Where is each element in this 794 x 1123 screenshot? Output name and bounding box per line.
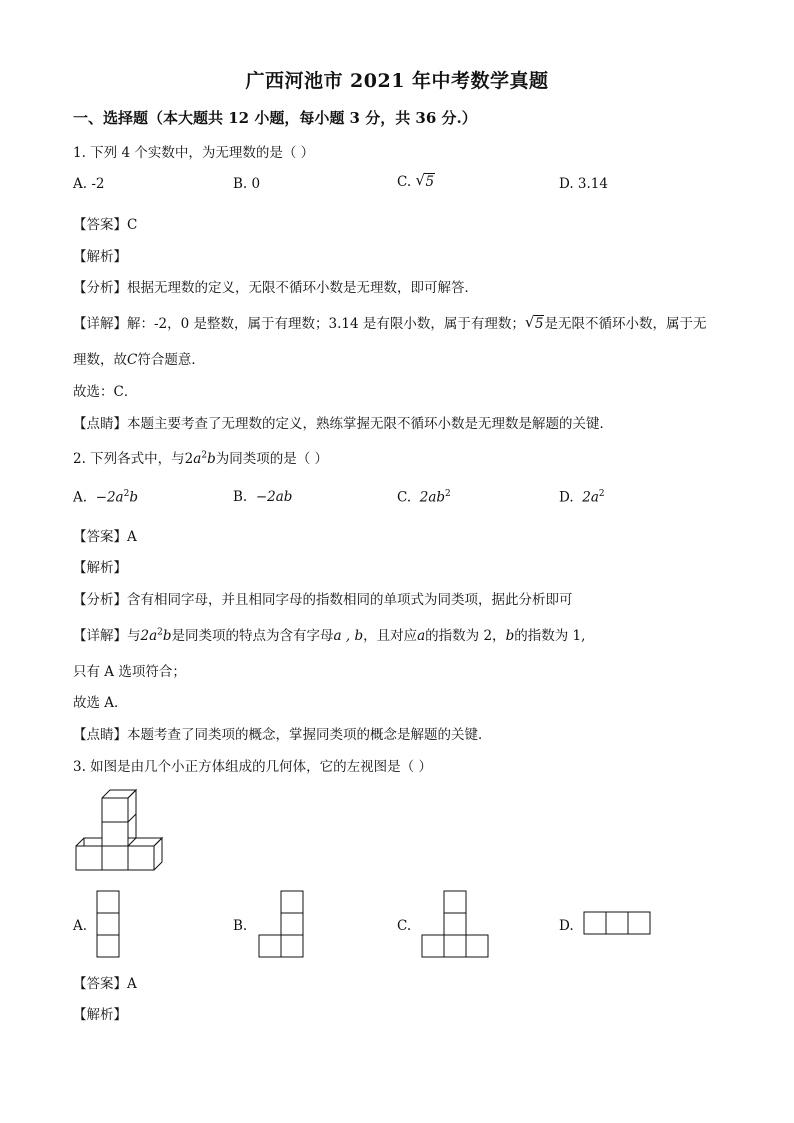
q2-stem-coef: 2 <box>184 451 194 467</box>
q2-option-a-math: −2a <box>95 489 124 506</box>
q2-option-b-label: B. <box>233 489 248 505</box>
sqrt-icon: √ 5 <box>524 313 544 332</box>
q1-answer: 【答案】C <box>73 217 138 233</box>
q1-xiangjie-text-c1: 理数，故 <box>73 352 127 368</box>
q2-xiangjie-var: b <box>162 628 172 644</box>
q1-analysis-heading: 【解析】 <box>73 249 127 265</box>
q3-option-a-label: A. <box>73 918 88 934</box>
q2-option-d-label: D. <box>559 489 574 506</box>
q2-option-d <box>559 489 605 506</box>
q2-dianjing: 【点睛】本题考查了同类项的概念，掌握同类项的概念是解题的关键． <box>73 727 492 743</box>
q3-option-c-label: C. <box>397 918 412 934</box>
q1-option-c <box>397 171 435 190</box>
q1-xiangjie-text-a: 【详解】解：-2，0 是整数，属于有理数；3.14 是有限小数，属于有理数； <box>73 316 525 332</box>
q2-xiangjie <box>73 624 585 644</box>
q2-option-a-tail: b <box>129 489 138 506</box>
q2-stem <box>73 447 328 467</box>
q2-option-c <box>397 489 451 506</box>
q2-stem-var-b: b <box>207 451 216 467</box>
q2-stem-text-a: 2. 下列各式中，与 <box>73 451 185 467</box>
q2-stem-exp: 2 <box>201 450 208 461</box>
q2-only: 只有 A 选项符合； <box>73 664 186 680</box>
q1-xiangjie-text-c2: 符合题意． <box>137 352 205 368</box>
q2-answer: 【答案】A <box>73 529 137 545</box>
q2-option-c-math: 2ab <box>419 489 446 506</box>
q1-xiangjie-text-b: 是无限不循环小数，属于无 <box>544 316 707 332</box>
q2-xiangjie-vars: a , b <box>333 628 364 644</box>
q3-stem: 3. 如图是由几个小正方体组成的几何体，它的左视图是（ ） <box>73 759 432 775</box>
sqrt-icon: √ 5 <box>415 171 435 190</box>
q1-fenxi: 【分析】根据无理数的定义，无限不循环小数是无理数，即可解答． <box>73 280 478 296</box>
q3-option-c-figure <box>421 890 493 960</box>
q3-solid-figure <box>70 784 180 874</box>
q1-xiangjie-cont <box>73 348 205 368</box>
q1-choice: 故选：C． <box>73 384 138 400</box>
q3-analysis-heading: 【解析】 <box>73 1007 127 1023</box>
q2-xiangjie-text-e: 的指数为 1, <box>514 628 586 644</box>
q3-option-d-figure <box>583 911 655 937</box>
q1-dianjing: 【点睛】本题主要考查了无理数的定义，熟练掌握无限不循环小数是无理数是解题的关键． <box>73 416 613 432</box>
q1-xiangjie-radicand: 5 <box>534 316 544 332</box>
q2-option-b-math: −2ab <box>255 489 293 505</box>
q1-option-d: D. 3.14 <box>559 176 608 192</box>
q2-xiangjie-text-d: 的指数为 2， <box>425 628 506 644</box>
section-heading: 一、选择题（本大题共 12 小题，每小题 3 分，共 36 分.） <box>73 109 477 127</box>
q2-xiangjie-var-b: b <box>505 628 515 644</box>
q3-option-d-label: D. <box>559 918 574 934</box>
q2-option-d-math: 2a <box>582 489 599 506</box>
q3-option-a-figure <box>96 890 122 960</box>
q2-fenxi: 【分析】含有相同字母，并且相同字母的指数相同的单项式为同类项，据此分析即可 <box>73 592 573 608</box>
q2-analysis-heading: 【解析】 <box>73 560 127 576</box>
q1-option-b: B. 0 <box>233 176 261 192</box>
q2-option-c-label: C. <box>397 489 412 506</box>
q1-xiangjie <box>73 312 706 332</box>
q1-xiangjie-var-c: C <box>127 352 138 368</box>
q2-option-a-label: A. <box>73 489 88 506</box>
q2-option-b <box>233 489 292 505</box>
q2-stem-var-a: a <box>193 451 202 467</box>
q2-xiangjie-math: 2a <box>140 628 158 644</box>
q2-option-a-exp: 2 <box>123 489 130 499</box>
q3-answer: 【答案】A <box>73 976 137 992</box>
q2-xiangjie-text-c: ，且对应 <box>363 628 418 644</box>
q1-option-c-label: C. <box>397 174 412 190</box>
page-title: 广西河池市 2021 年中考数学真题 <box>245 70 549 92</box>
q1-option-c-radicand: 5 <box>425 174 435 190</box>
q2-option-a <box>73 489 138 506</box>
q2-xiangjie-text-a: 【详解】与 <box>73 628 141 644</box>
q2-stem-text-b: 为同类项的是（ ） <box>215 451 329 467</box>
q2-xiangjie-exp: 2 <box>157 627 163 638</box>
q1-stem: 1. 下列 4 个实数中，为无理数的是（ ） <box>73 145 315 161</box>
q1-option-a: A. -2 <box>73 176 105 192</box>
q2-option-d-exp: 2 <box>598 489 605 499</box>
q3-option-b-figure <box>258 890 308 960</box>
q2-option-c-exp: 2 <box>445 489 451 499</box>
q2-xiangjie-var-a: a <box>417 628 426 644</box>
q2-xiangjie-text-b: 是同类项的特点为含有字母 <box>171 628 334 644</box>
q3-option-b-label: B. <box>233 918 248 934</box>
q2-choice: 故选 A． <box>73 695 128 711</box>
